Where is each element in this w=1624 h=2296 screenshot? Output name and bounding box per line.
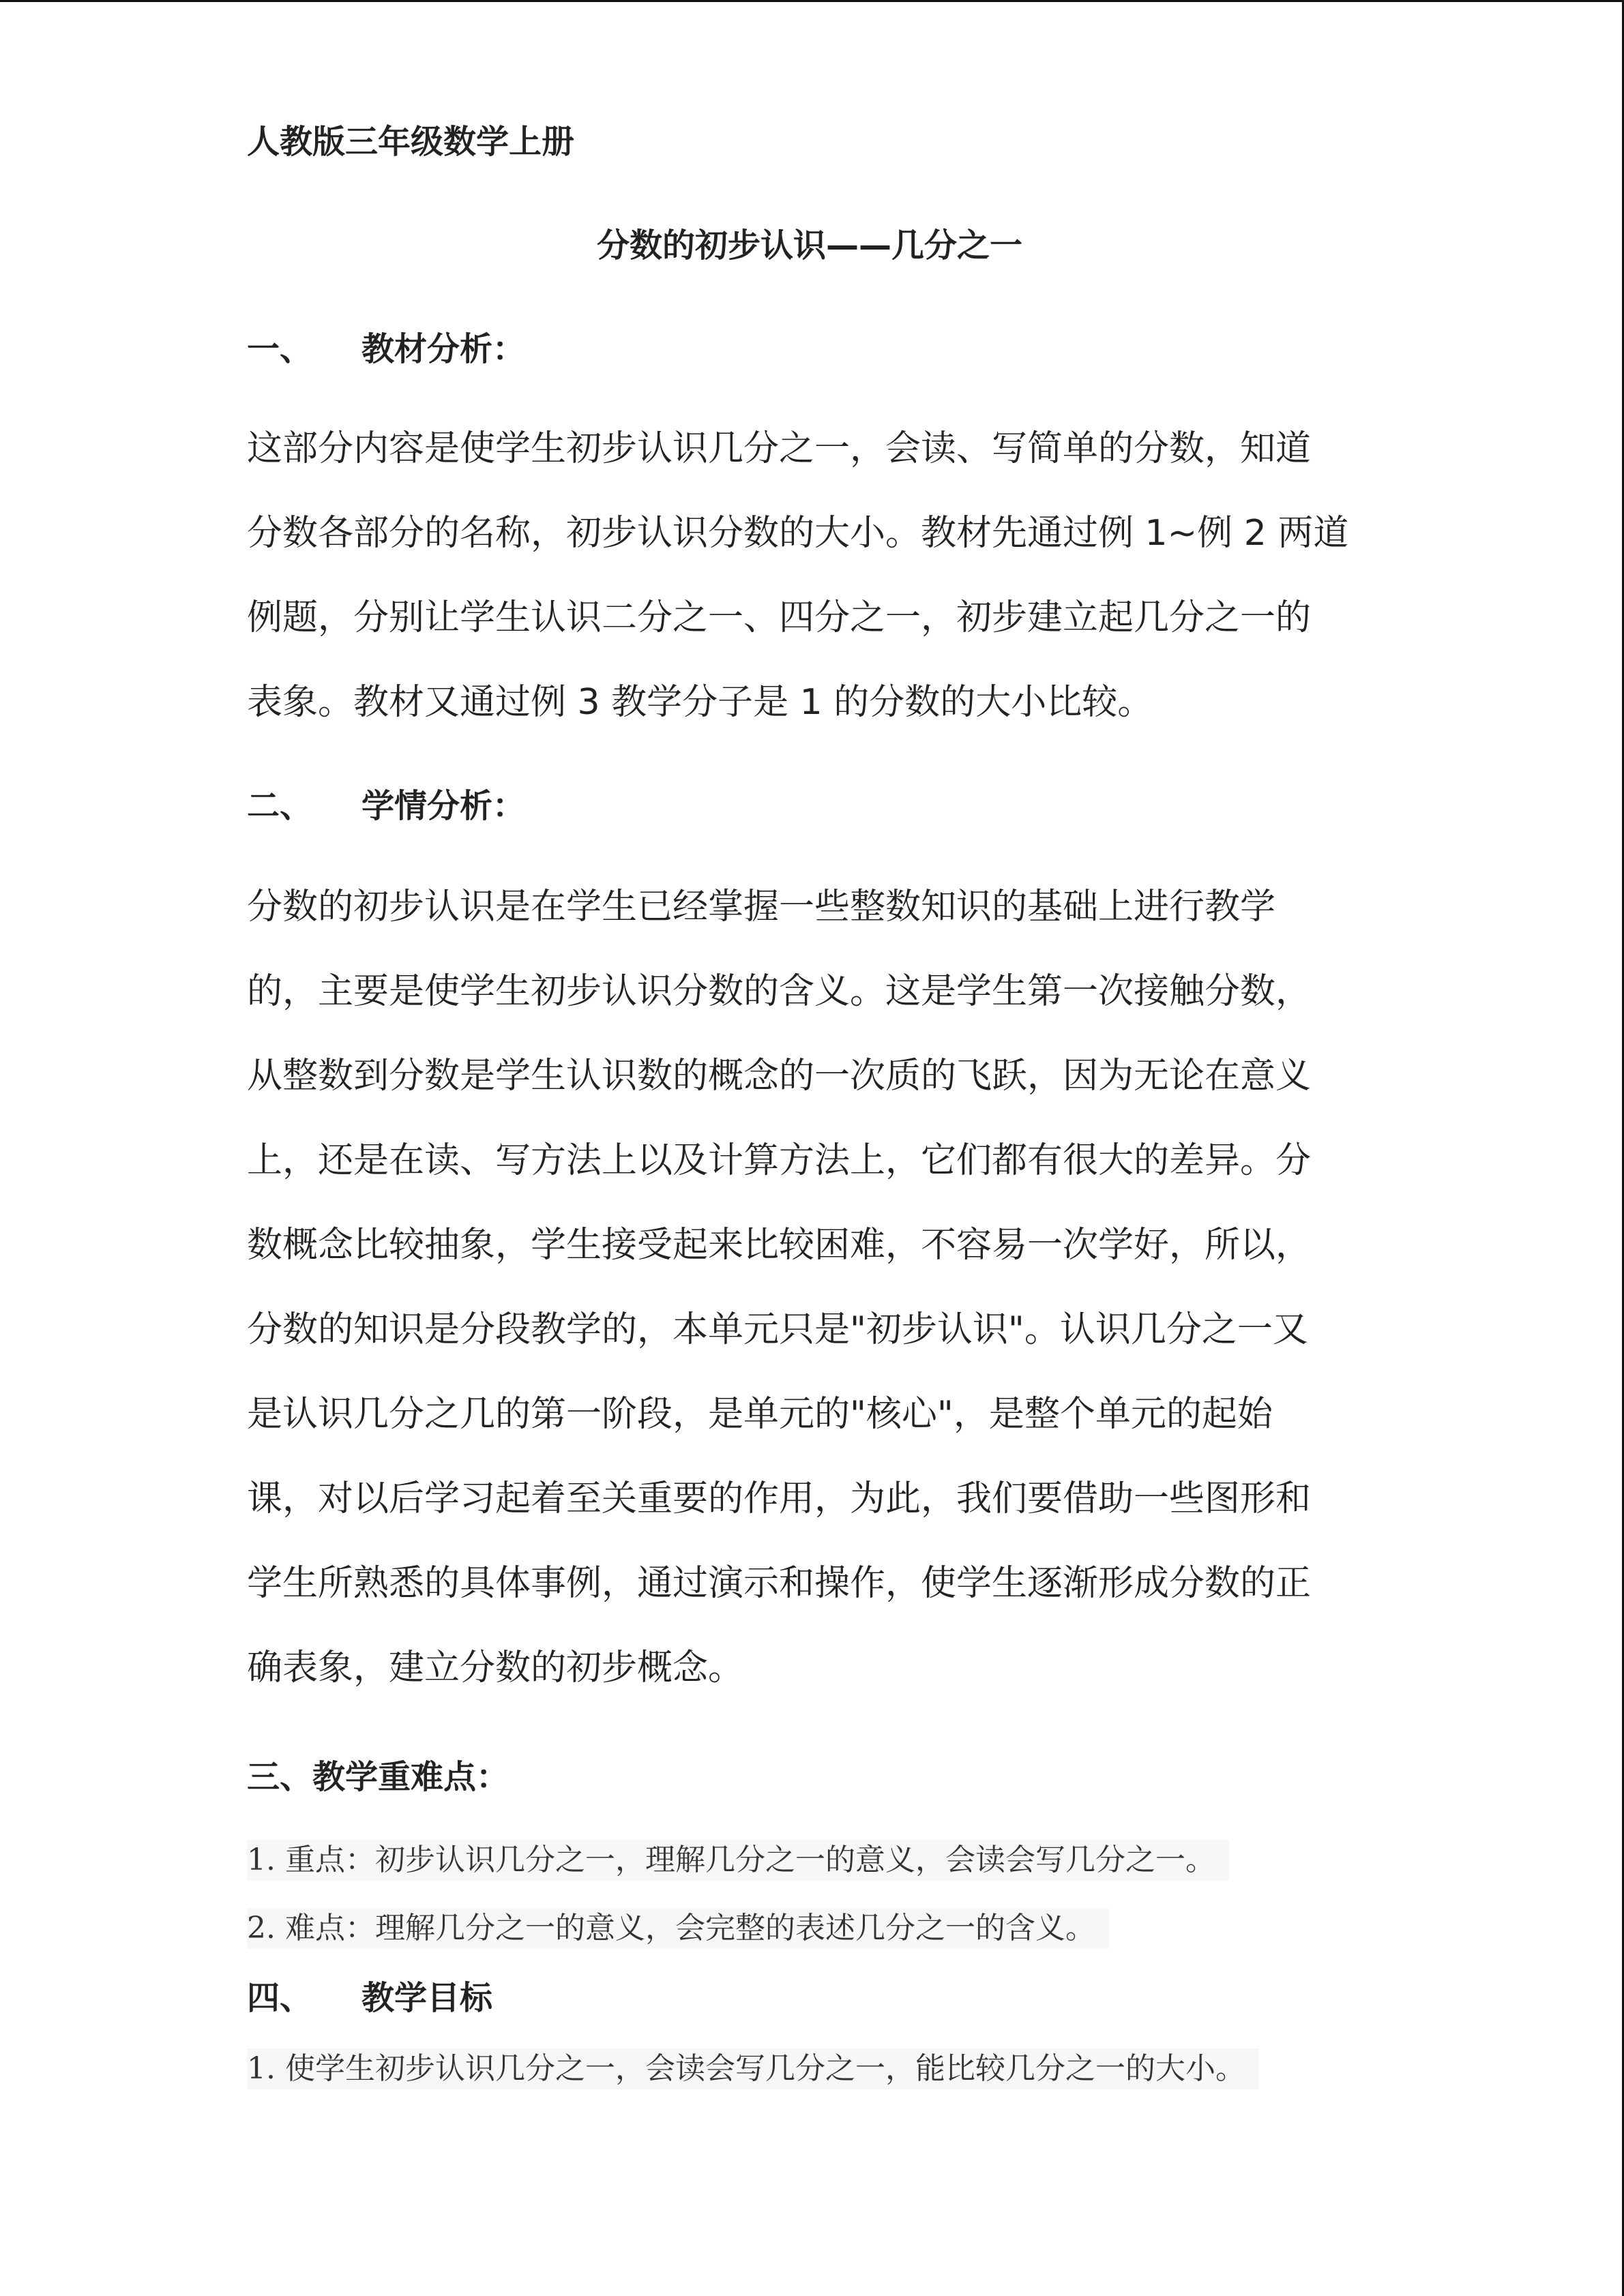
paragraph-line: 是认识几分之几的第一阶段，是单元的"核心"，是整个单元的起始 [247, 1394, 1273, 1435]
paragraph-line: 从整数到分数是学生认识数的概念的一次质的飞跃，因为无论在意义 [247, 1056, 1312, 1097]
paragraph-line: 例题，分别让学生认识二分之一、四分之一，初步建立起几分之一的 [247, 597, 1312, 638]
paragraph-line: 上，还是在读、写方法上以及计算方法上，它们都有很大的差异。分 [247, 1140, 1312, 1181]
paragraph-line: 分数各部分的名称，初步认识分数的大小。教材先通过例 1~例 2 两道 [247, 513, 1349, 554]
list-item: 1. 重点：初步认识几分之一，理解几分之一的意义，会读会写几分之一。 [247, 1840, 1229, 1881]
paragraph-line: 这部分内容是使学生初步认识几分之一，会读、写简单的分数，知道 [247, 428, 1312, 469]
paragraph-line: 课，对以后学习起着至关重要的作用，为此，我们要借助一些图形和 [247, 1478, 1312, 1519]
list-item: 1. 使学生初步认识几分之一，会读会写几分之一，能比较几分之一的大小。 [247, 2048, 1259, 2089]
paragraph-line: 表象。教材又通过例 3 教学分子是 1 的分数的大小比较。 [247, 682, 1153, 723]
paragraph-line: 确表象，建立分数的初步概念。 [247, 1648, 744, 1688]
list-item: 2. 难点：理解几分之一的意义，会完整的表述几分之一的含义。 [247, 1908, 1109, 1949]
document-header: 人教版三年级数学上册 [247, 123, 575, 161]
paragraph-line: 分数的知识是分段教学的，本单元只是"初步认识"。认识几分之一又 [247, 1309, 1308, 1350]
paragraph-line: 分数的初步认识是在学生已经掌握一些整数知识的基础上进行教学 [247, 886, 1276, 927]
section-heading-1: 一、 教材分析： [247, 330, 526, 368]
section-heading-3: 三、教学重难点： [247, 1758, 510, 1796]
paragraph-line: 的，主要是使学生初步认识分数的含义。这是学生第一次接触分数， [247, 971, 1312, 1012]
paragraph-line: 学生所熟悉的具体事例，通过演示和操作，使学生逐渐形成分数的正 [247, 1563, 1312, 1604]
document-title: 分数的初步认识——几分之一 [596, 226, 1022, 265]
paragraph-line: 数概念比较抽象，学生接受起来比较困难，不容易一次学好，所以， [247, 1225, 1312, 1266]
section-heading-4: 四、 教学目标 [247, 1979, 493, 2017]
section-heading-2: 二、 学情分析： [247, 787, 526, 825]
